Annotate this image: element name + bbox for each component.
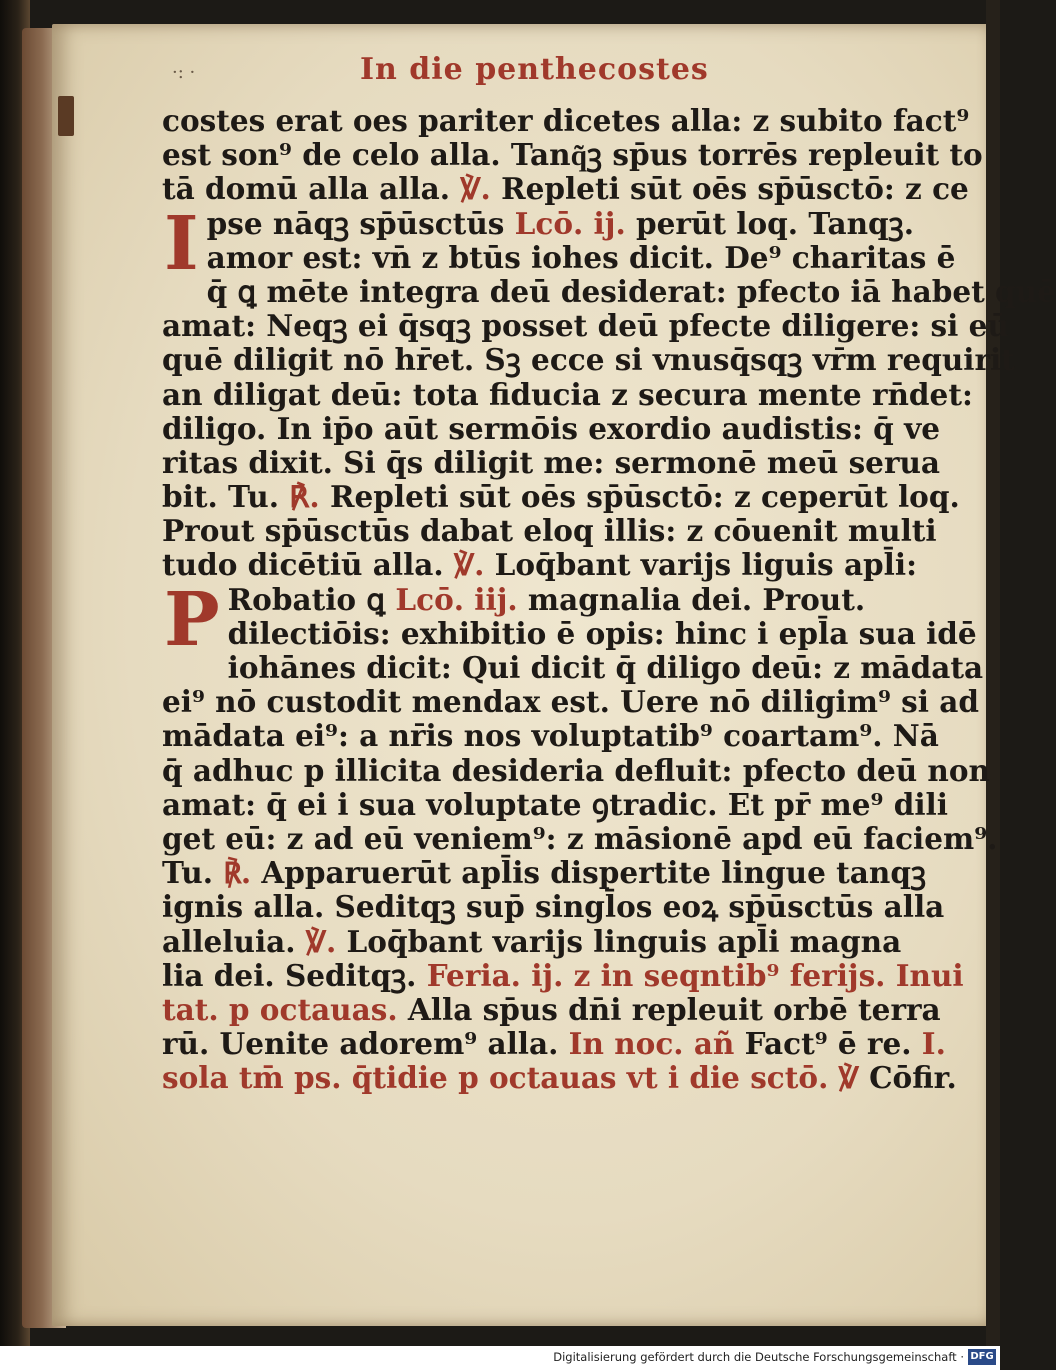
- rubric-text: sola tm̄ ps. q̄tidie p octauas vt i die sctō.: [162, 1060, 839, 1096]
- footer-credit: Digitalisierung gefördert durch die Deutsche Forschungsgemeinschaft ·: [553, 1350, 964, 1364]
- body-text: ritas dixit. Si q̄s diligit me: sermonē meū serua: [162, 444, 941, 480]
- body-text: est son⁹ de celo alla. Tanq͂ꝫ sp̄us torrēs repleuit to: [162, 137, 983, 173]
- body-text: iohānes dicit: Qui dicit q̄ diligo deū: z mādata: [227, 650, 984, 685]
- signature-marks: ·: ·: [172, 62, 196, 83]
- rubric-text: I.: [921, 1026, 946, 1062]
- rubric-text: ℣.: [305, 923, 337, 959]
- body-text: amat: Neqꝫ ei q̄sqꝫ posset deū pfecte diligere: si eū: [162, 308, 1009, 344]
- body-text: quē diligit nō hr̄et. Sꝫ ecce si vnusq̄sqꝫ vr̄m requirit: [162, 342, 1015, 378]
- running-title: In die penthecostes: [360, 52, 709, 87]
- body-text: lia dei. Seditqꝫ.: [162, 957, 427, 993]
- rubric-text: Lcō. iij.: [395, 581, 518, 617]
- right-edge: [986, 0, 1000, 1346]
- body-text: get eū: z ad eū veniem⁹: z māsionē apd eū faciem⁹.: [162, 820, 998, 856]
- body-text: tā domū alla alla.: [162, 171, 461, 207]
- body-text: magnalia dei. Prout.: [517, 581, 866, 617]
- text-line: [162, 855, 927, 891]
- text-line: [162, 615, 977, 651]
- text-line: [162, 889, 945, 925]
- text-line: [162, 376, 973, 412]
- text-line: [162, 444, 941, 480]
- text-line: [162, 103, 970, 138]
- text-line: [162, 273, 1056, 309]
- text-line: [162, 786, 948, 822]
- rubric-text: ℣: [838, 1060, 859, 1096]
- decorated-initial: P: [164, 576, 220, 663]
- body-text: Tu.: [162, 855, 224, 891]
- text-line: [162, 171, 969, 207]
- body-text: ignis alla. Seditqꝫ sup̄ singl̄os eoꝝ sp̄ūsctūs alla: [162, 889, 945, 925]
- text-line: [162, 410, 940, 446]
- body-text: tudo dicētiū alla.: [162, 547, 454, 583]
- body-text: Repleti sūt oēs sp̄ūsctō: z ceperūt loq.: [319, 479, 960, 515]
- body-text: amor est: vn̄ z btūs iohes dicit. De⁹ charitas ē: [206, 239, 956, 275]
- rubric-text: In noc. añ: [568, 1026, 735, 1062]
- body-text: rū. Uenite adorem⁹ alla.: [162, 1026, 569, 1062]
- text-line: [162, 137, 983, 173]
- body-text: ei⁹ nō custodit mendax est. Uere nō diligim⁹ si ad: [162, 684, 979, 720]
- body-text: costes erat oes pariter dicetes alla: z subito fact⁹: [162, 103, 970, 138]
- text-line: [162, 718, 939, 754]
- body-text: perūt loq. Tanqꝫ.: [625, 205, 914, 241]
- body-text: bit. Tu.: [162, 479, 290, 515]
- text-line: [162, 991, 941, 1027]
- text-line: [162, 650, 984, 685]
- rubric-text: ℣.: [460, 171, 491, 207]
- decorated-initial: I: [164, 200, 199, 287]
- text-line: [162, 820, 998, 856]
- rubric-text: ℟.: [289, 479, 320, 515]
- body-text: q̄ adhuc p illicita desideria defluit: pfecto deū non: [162, 752, 991, 788]
- body-text: Cōfir.: [858, 1060, 957, 1096]
- body-text: alleluia.: [162, 923, 306, 959]
- text-line: [162, 342, 1015, 378]
- body-text: diligo. In ip̄o aūt sermōis exordio audistis: q̄ ve: [162, 410, 940, 446]
- text-line: [162, 752, 991, 788]
- body-text: an diligat deū: tota fiducia z secura mente rn̄det:: [162, 376, 973, 412]
- dfg-logo-icon: DFG: [968, 1349, 996, 1365]
- footer-bar: [0, 1346, 1000, 1370]
- body-text: amat: q̄ ei i sua voluptate ꝯtradic. Et pr̄ me⁹ dili: [162, 786, 948, 822]
- text-line: [162, 239, 956, 275]
- text-line: [162, 957, 964, 993]
- body-text: mādata ei⁹: a nr̄is nos voluptatib⁹ coartam⁹. Nā: [162, 718, 939, 754]
- body-text: q̄ ꝗ mēte integra deū desiderat: pfecto iā habet quē: [206, 273, 1056, 309]
- body-text: Loq̄bant varijs linguis apl̄i magna: [336, 923, 902, 959]
- rubric-text: Feria. ij. z in seqntib⁹ ferijs. Inui: [426, 957, 964, 993]
- rubric-text: tat. p octauas.: [162, 991, 398, 1027]
- rubric-text: ℣.: [453, 547, 485, 583]
- text-line: [162, 583, 914, 617]
- text-line: [162, 684, 979, 720]
- body-text: pse nāqꝫ sp̄ūsctūs: [206, 205, 515, 241]
- body-text: dilectiōis: exhibitio ē opis: hinc i epl̄a sua idē: [227, 615, 977, 651]
- text-line: [162, 547, 917, 583]
- body-text: Fact⁹ ē re.: [734, 1026, 922, 1062]
- text-line: [162, 207, 914, 241]
- page-tab-marker: [58, 96, 74, 136]
- body-text: Apparuerūt apl̄is dispertite lingue tanqꝫ: [251, 855, 927, 891]
- rubric-text: ℟.: [223, 855, 252, 891]
- body-text: Prout sp̄ūsctūs dabat eloq illis: z cōuenit multi: [162, 513, 937, 549]
- rubric-text: Lcō. ij.: [514, 205, 626, 241]
- text-line: [162, 308, 1009, 344]
- text-line: [162, 479, 960, 515]
- body-text: Robatio ꝗ: [227, 581, 396, 617]
- text-line: [162, 1060, 957, 1096]
- text-line: [162, 1026, 946, 1062]
- body-text: Repleti sūt oēs sp̄ūsctō: z ce: [490, 171, 969, 207]
- body-text: Alla sp̄us dn̄i repleuit orbē terra: [397, 991, 941, 1027]
- body-text: Loq̄bant varijs liguis apl̄i:: [484, 547, 917, 583]
- text-line: [162, 925, 914, 959]
- text-line: [162, 513, 937, 549]
- main-text-block: [162, 103, 1056, 1096]
